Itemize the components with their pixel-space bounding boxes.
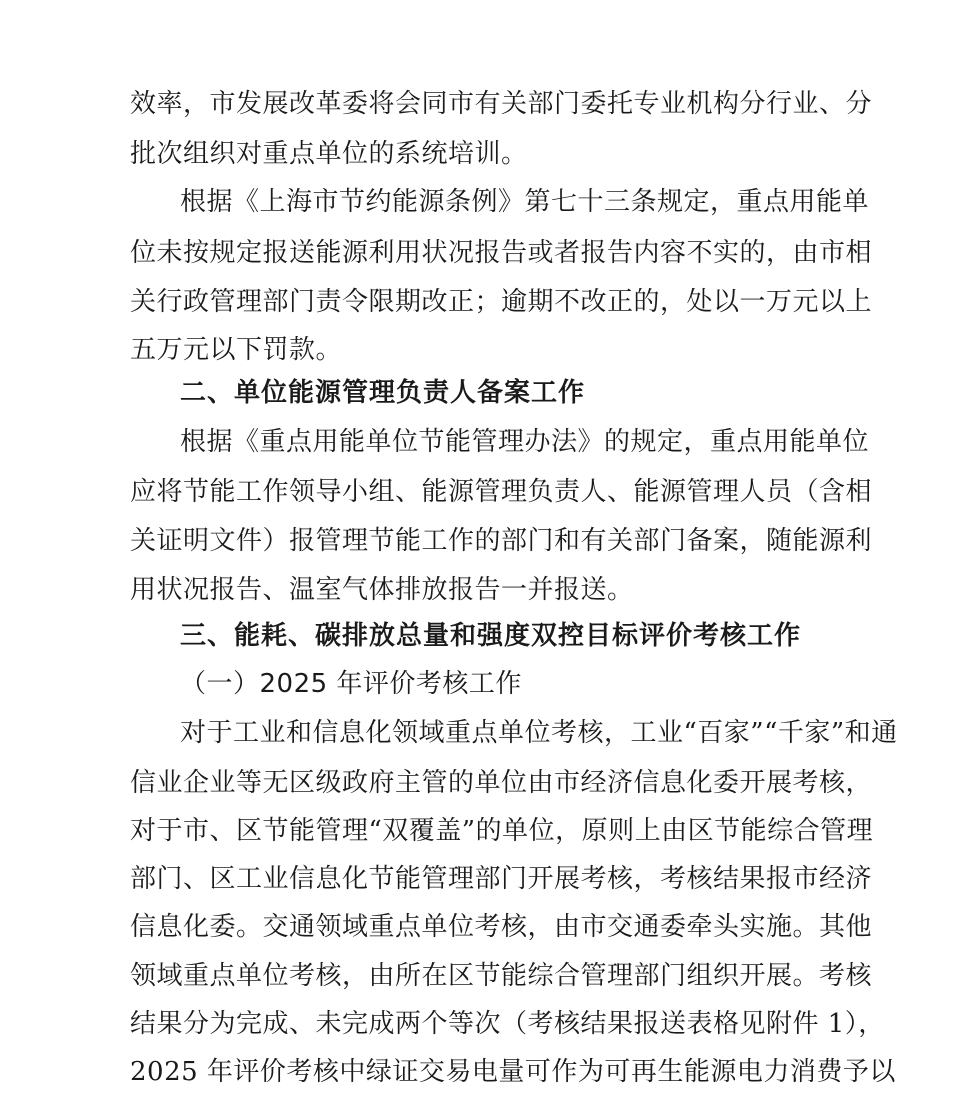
section-heading: 三、能耗、碳排放总量和强度双控目标评价考核工作 bbox=[180, 621, 802, 651]
subsection-heading: （一）2025 年评价考核工作 bbox=[180, 669, 522, 699]
paragraph-line: 结果分为完成、未完成两个等次（考核结果报送表格见附件 1）， bbox=[130, 1009, 885, 1039]
paragraph-line: 领域重点单位考核，由所在区节能综合管理部门组织开展。考核 bbox=[130, 961, 873, 991]
paragraph-line: 用状况报告、温室气体排放报告一并报送。 bbox=[130, 575, 634, 605]
paragraph-line: 对于工业和信息化领域重点单位考核，工业“百家”“千家”和通 bbox=[180, 718, 898, 748]
paragraph-line: 信息化委。交通领域重点单位考核，由市交通委牵头实施。其他 bbox=[130, 912, 873, 942]
paragraph-line: 对于市、区节能管理“双覆盖”的单位，原则上由区节能综合管理 bbox=[130, 816, 874, 846]
paragraph-line: 部门、区工业信息化节能管理部门开展考核，考核结果报市经济 bbox=[130, 864, 873, 894]
paragraph-line: 五万元以下罚款。 bbox=[130, 335, 343, 365]
paragraph-line: 批次组织对重点单位的系统培训。 bbox=[130, 139, 528, 169]
paragraph-line: 位未按规定报送能源利用状况报告或者报告内容不实的，由市相 bbox=[130, 238, 873, 268]
paragraph-line: 关行政管理部门责令限期改正；逾期不改正的，处以一万元以上 bbox=[130, 287, 873, 317]
paragraph-line: 效率，市发展改革委将会同市有关部门委托专业机构分行业、分 bbox=[130, 89, 873, 119]
paragraph-line: 2025 年评价考核中绿证交易电量可作为可再生能源电力消费予以 bbox=[130, 1057, 896, 1087]
paragraph-line: 根据《重点用能单位节能管理办法》的规定，重点用能单位 bbox=[180, 427, 870, 457]
paragraph-line: 信业企业等无区级政府主管的单位由市经济信息化委开展考核， bbox=[130, 768, 873, 798]
paragraph-line: 根据《上海市节约能源条例》第七十三条规定，重点用能单 bbox=[180, 187, 870, 217]
paragraph-line: 关证明文件）报管理节能工作的部门和有关部门备案，随能源利 bbox=[130, 526, 873, 556]
paragraph-line: 应将节能工作领导小组、能源管理负责人、能源管理人员（含相 bbox=[130, 477, 873, 507]
section-heading: 二、单位能源管理负责人备案工作 bbox=[180, 378, 586, 408]
